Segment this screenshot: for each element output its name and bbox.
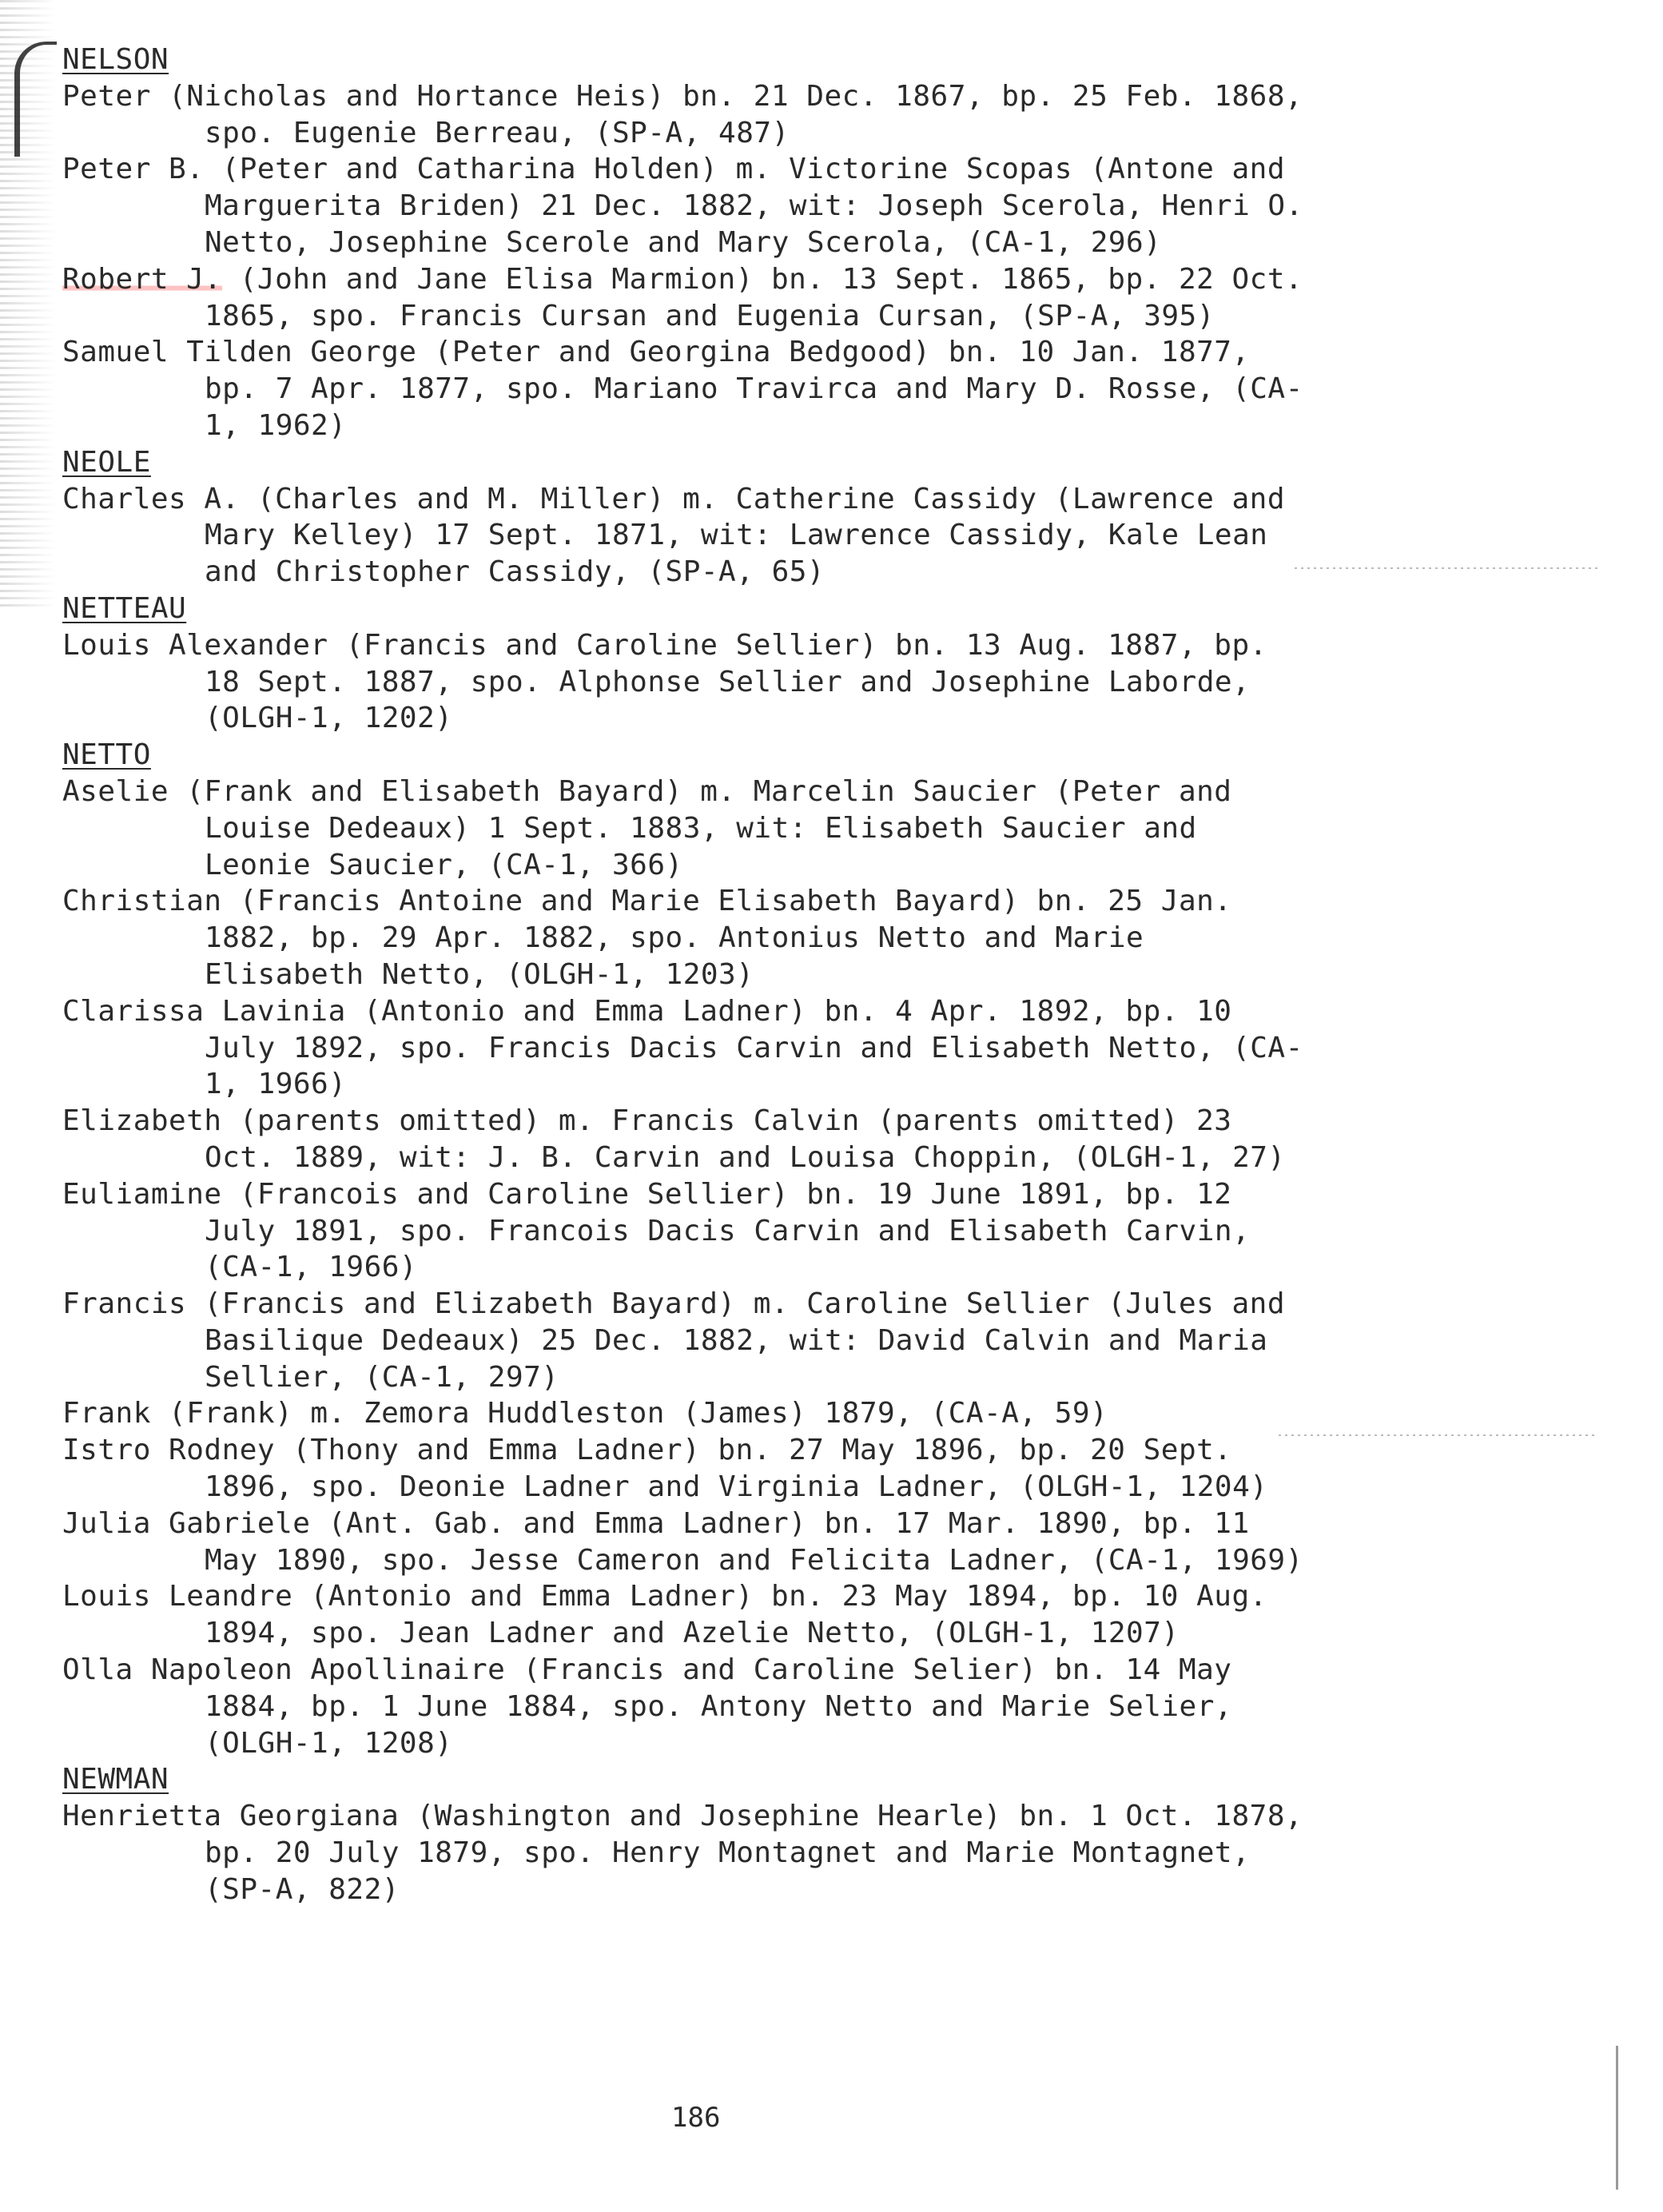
entry: Olla Napoleon Apollinaire (Francis and Caroline Selier) bn. 14 May 1884, bp. 1 June 1884, spo. Antony Netto and Marie Selier, (OLGH-1, 1208) (62, 1653, 1233, 1760)
highlight-mark: Robert J. (62, 262, 222, 296)
entry: Frank (Frank) m. Zemora Huddleston (James) 1879, (CA-A, 59) (62, 1397, 1108, 1430)
page-content (62, 42, 1309, 1908)
section-netteau (62, 591, 1309, 737)
entry: Euliamine (Francois and Caroline Sellier) bn. 19 June 1891, bp. 12 July 1891, spo. Francois Dacis Carvin and Elisabeth Carvin, (CA-1, 1966) (62, 1177, 1251, 1284)
entry: Henrietta Georgiana (Washington and Josephine Hearle) bn. 1 Oct. 1878, bp. 20 July 1879, spo. Henry Montagnet and Marie Montagnet, (SP-A, 822) (62, 1800, 1303, 1906)
entry: Louis Alexander (Francis and Caroline Sellier) bn. 13 Aug. 1887, bp. 18 Sept. 1887, spo. Alphonse Sellier and Josephine Laborde, (OLGH-1, 1202) (62, 628, 1267, 735)
entry: Julia Gabriele (Ant. Gab. and Emma Ladner) bn. 17 Mar. 1890, bp. 11 May 1890, spo. Jesse Cameron and Felicita Ladner, (CA-1, 1969) (62, 1506, 1303, 1577)
entry: Peter B. (Peter and Catharina Holden) m. Victorine Scopas (Antone and Marguerita Briden) 21 Dec. 1882, wit: Joseph Scerola, Henri O. Netto, Josephine Scerole and Mary Scerola, (CA-1, 296) (62, 153, 1303, 259)
stray-dots (1279, 1434, 1598, 1436)
entry-highlighted (62, 261, 1309, 335)
surname-heading: NEWMAN (62, 1763, 169, 1796)
entry: Elizabeth (parents omitted) m. Francis Calvin (parents omitted) 23 Oct. 1889, wit: J. B. Carvin and Louisa Choppin, (OLGH-1, 27) (62, 1104, 1286, 1174)
entry: Istro Rodney (Thony and Emma Ladner) bn. 27 May 1896, bp. 20 Sept. 1896, spo. Deonie Ladner and Virginia Ladner, (OLGH-1, 1204) (62, 1434, 1268, 1504)
entry: Louis Leandre (Antonio and Emma Ladner) bn. 23 May 1894, bp. 10 Aug. 1894, spo. Jean Ladner and Azelie Netto, (OLGH-1, 1207) (62, 1580, 1267, 1650)
surname-heading: NETTEAU (62, 591, 187, 625)
section-nelson (62, 42, 1309, 444)
surname-heading: NETTO (62, 738, 151, 772)
section-newman (62, 1761, 1309, 1908)
page-number: 186 (671, 2102, 721, 2134)
entry: Francis (Francis and Elizabeth Bayard) m. Caroline Sellier (Jules and Basilique Dedeaux) 25 Dec. 1882, wit: David Calvin and Maria Sellier, (CA-1, 297) (62, 1287, 1285, 1394)
section-netto (62, 737, 1309, 1761)
stray-dots (1295, 567, 1598, 569)
entry: Charles A. (Charles and M. Miller) m. Catherine Cassidy (Lawrence and Mary Kelley) 17 Sept. 1871, wit: Lawrence Cassidy, Kale Lean and Christopher Cassidy, (SP-A, 65) (62, 482, 1285, 589)
entry: Peter (Nicholas and Hortance Heis) bn. 21 Dec. 1867, bp. 25 Feb. 1868, spo. Eugenie Berreau, (SP-A, 487) (62, 79, 1303, 149)
entry: Christian (Francis Antoine and Marie Elisabeth Bayard) bn. 25 Jan. 1882, bp. 29 Apr. 1882, spo. Antonius Netto and Marie Elisabeth Netto, (OLGH-1, 1203) (62, 885, 1232, 991)
surname-heading: NELSON (62, 43, 169, 76)
margin-mark (1616, 2046, 1618, 2190)
surname-heading: NEOLE (62, 445, 151, 479)
section-neole (62, 444, 1309, 591)
entry: Aselie (Frank and Elisabeth Bayard) m. Marcelin Saucier (Peter and Louise Dedeaux) 1 Sept. 1883, wit: Elisabeth Saucier and Leonie Saucier, (CA-1, 366) (62, 774, 1232, 881)
entry: Clarissa Lavinia (Antonio and Emma Ladner) bn. 4 Apr. 1892, bp. 10 July 1892, spo. Francis Dacis Carvin and Elisabeth Netto, (CA-1, 1966) (62, 994, 1303, 1101)
entry-text: (John and Jane Elisa Marmion) bn. 13 Sept. 1865, bp. 22 Oct. 1865, spo. Francis Cursan and Eugenia Cursan, (SP-A, 395) (205, 262, 1303, 332)
entry: Samuel Tilden George (Peter and Georgina Bedgood) bn. 10 Jan. 1877, bp. 7 Apr. 1877, spo. Mariano Travirca and Mary D. Rosse, (CA-1, 1962) (62, 336, 1303, 442)
binding-mark (14, 42, 57, 157)
